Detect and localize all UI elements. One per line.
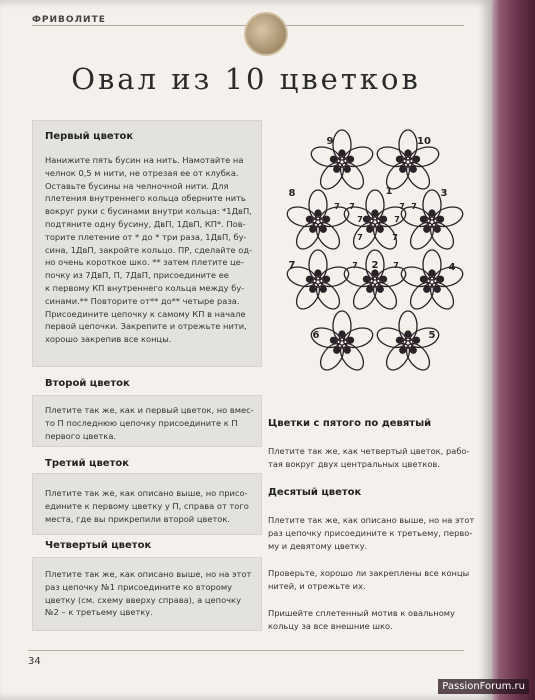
flower-number-label: 9 [326, 136, 334, 147]
text-line: едините к первому цветку у П, справа от того [45, 500, 249, 511]
join-label: 7 [399, 202, 405, 211]
text-line: Проверьте, хорошо ли закреплены все концы [268, 568, 470, 578]
join-label: 7 [411, 202, 417, 211]
flower-number-label: 7 [288, 260, 296, 271]
join-label: 7 [334, 202, 340, 211]
bead [380, 216, 387, 223]
heading-third-flower: Третий цветок [45, 458, 130, 469]
text-line: места, где вы прикрепили второй цветок. [45, 513, 231, 524]
text-second-flower [45, 404, 260, 442]
text-line: Плетите так же, как четвертый цветок, рабо- [268, 446, 470, 456]
page-title: Овал из 10 цветков [71, 62, 421, 96]
flower-number-label: 1 [385, 186, 393, 197]
text-line: раз цепочку присоедините к третьему, перво- [268, 527, 473, 538]
text-line: Присоедините цепочку к самому КП в начале [45, 308, 246, 319]
flower-number-label: 3 [440, 188, 448, 199]
text-line: кольцу за все внешние шко. [268, 620, 393, 631]
text-line: вокруг руки с бусинами внутри кольца: *1ДвП, [45, 206, 252, 217]
text-line: но очень короткое шко. ** затем плетите це- [45, 257, 244, 268]
text-line: му и девятому цветку. [268, 540, 368, 551]
heading-fourth-flower: Четвертый цветок [45, 540, 152, 551]
bead [347, 156, 354, 163]
text-line: хорошо закрепив все концы. [45, 334, 172, 345]
bead [420, 216, 427, 223]
text-line: к первому КП внутреннего кольца между бу- [45, 282, 245, 293]
text-line: Пришейте сплетенный мотив к овальному [268, 608, 455, 618]
join-label: 7 [349, 202, 355, 211]
page-number: 34 [28, 656, 41, 667]
text-line: Оставьте бусины на челночной нити. Для [45, 180, 229, 191]
text-line: №2 – к третьему цветку. [45, 607, 153, 618]
book-spine [488, 0, 535, 700]
bead [323, 216, 330, 223]
text-line: подтяните одну бусину, ДвП, 1ДвП, КП*. Пов- [45, 218, 246, 229]
text-line: тая вокруг двух центральных цветков. [268, 458, 440, 469]
text-line: Плетите так же, как описано выше, но на этот [45, 569, 252, 579]
bead [330, 337, 337, 344]
join-label: 7 [357, 215, 363, 224]
text-line: раз цепочку №1 присоедините ко второму [45, 581, 233, 592]
flower-number-label: 5 [428, 330, 436, 341]
heading-second-flower: Второй цветок [45, 378, 130, 389]
site-watermark: PassionForum.ru [438, 679, 529, 694]
text-line: цветку (см. схему вверху справа), а цепочку [45, 594, 241, 605]
bead [380, 276, 387, 283]
heading-tenth-flower: Десятый цветок [268, 487, 362, 498]
text-line: первого цветка. [45, 430, 117, 441]
bead [323, 276, 330, 283]
flower-number-label: 4 [448, 262, 456, 273]
text-third-flower [45, 487, 260, 525]
flower-number-label: 6 [312, 330, 320, 341]
heading-first-flower: Первый цветок [45, 131, 134, 142]
bead [396, 337, 403, 344]
text-line: челнок 0,5 м нити, не отрезая ее от клубка. [45, 167, 239, 178]
bead [363, 276, 370, 283]
text-line: плетения внутреннего кольца оберните нить [45, 193, 246, 204]
join-label: 7 [352, 261, 358, 270]
section-header: ФРИВОЛИТЕ [32, 15, 106, 25]
bead [347, 337, 354, 344]
text-line: нитей, и отрежьте их. [268, 580, 366, 591]
join-label: 7 [392, 233, 398, 242]
bead [437, 216, 444, 223]
text-line: сина, 1ДвП, закройте кольцо. ПР, сделайте од- [45, 244, 253, 255]
text-tenth-flower [268, 514, 478, 552]
bead [306, 276, 313, 283]
bead [330, 156, 337, 163]
flower-number-label: 10 [417, 136, 431, 147]
text-fifth-ninth-flower [268, 445, 478, 471]
text-line: первой цепочки. Закрепите и отрежьте нити, [45, 321, 247, 332]
text-line: торите плетение от * до * три раза, 1ДвП, бу- [45, 231, 247, 242]
bead [437, 276, 444, 283]
join-label: 7 [394, 215, 400, 224]
bead [363, 216, 370, 223]
text-line: Плетите так же, как описано выше, но на этот [268, 515, 475, 525]
bead [413, 156, 420, 163]
text-line: Плетите так же, как описано выше, но присо- [45, 488, 248, 498]
flower-number-label: 2 [371, 260, 379, 271]
flower-number-label: 8 [288, 188, 296, 199]
text-tenth-sew [268, 607, 478, 633]
text-line: то П последнюю цепочку присоедините к П [45, 417, 238, 428]
text-fourth-flower [45, 568, 260, 619]
text-line: почку из 7ДвП, П, 7ДвП, присоедините ее [45, 270, 229, 281]
join-label: 7 [357, 233, 363, 242]
bead [396, 156, 403, 163]
text-line: Нанижите пять бусин на нить. Намотайте на [45, 155, 244, 165]
bead [420, 276, 427, 283]
text-tenth-check [268, 567, 478, 593]
footer-rule [28, 650, 464, 651]
heading-fifth-ninth-flower: Цветки с пятого по девятый [268, 418, 432, 429]
bead [306, 216, 313, 223]
join-label: 7 [393, 261, 399, 270]
bead [413, 337, 420, 344]
text-line: Плетите так же, как и первый цветок, но вмес- [45, 405, 254, 415]
text-line: синами.** Повторите от** до** четыре раза. [45, 295, 240, 306]
